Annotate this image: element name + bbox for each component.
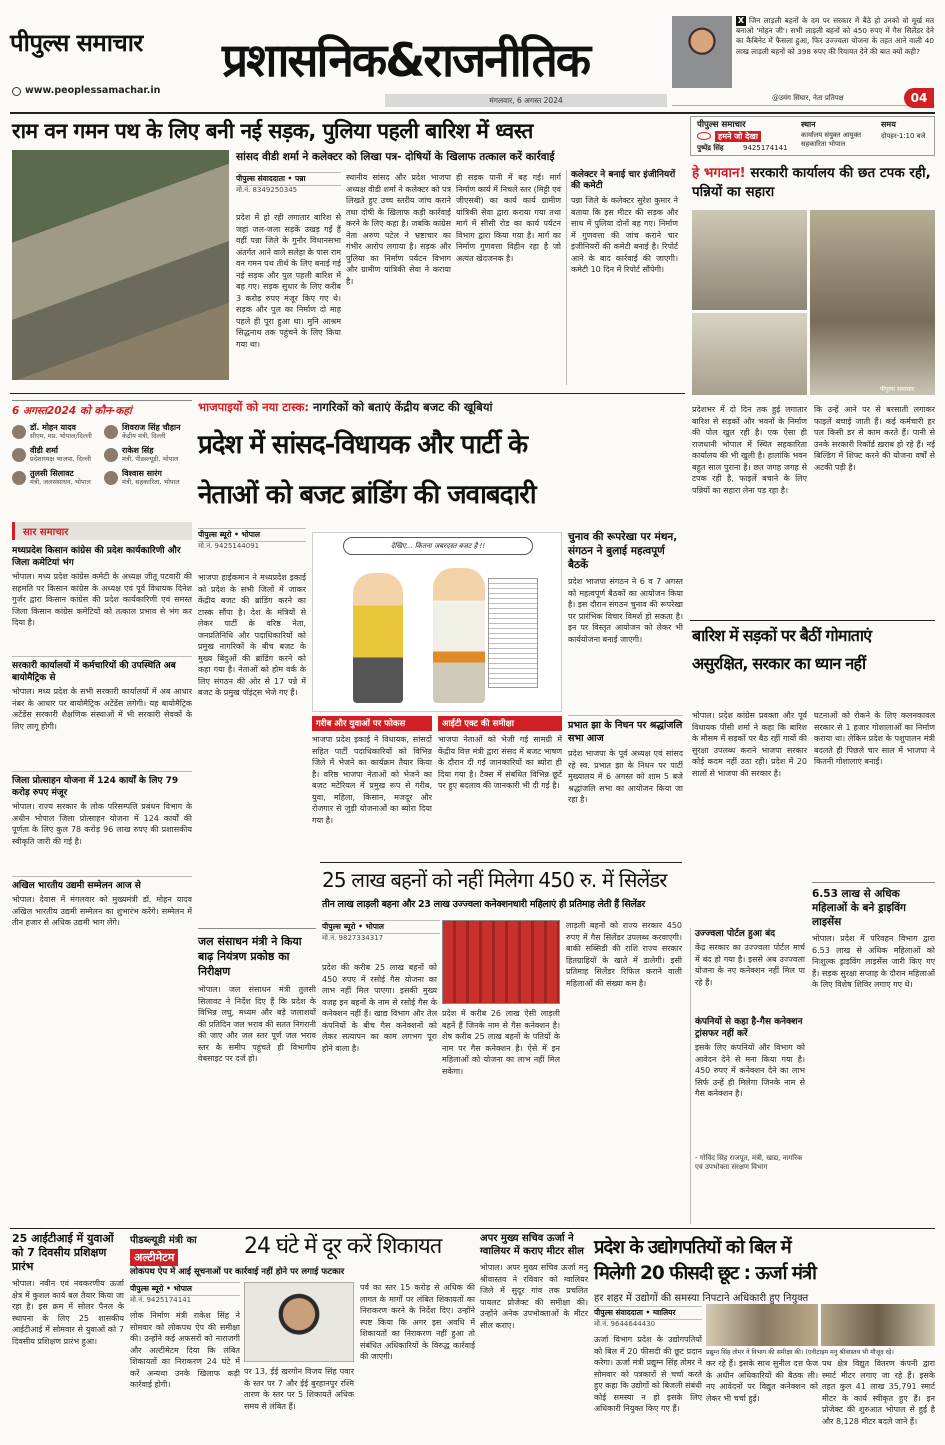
hamne-jo-dekha-header [690,116,935,156]
cows-col2: घटनाओं को रोकने के लिए कलनकावल सरकार से 1 हजार गोशालाओं का निर्माण कराया था। लेकिन प्रदेश के पशुपालन मंत्री बदलते ही पिछले चार साल में भाजपा ने कितनी गोशालाएं बनाईं। [814,711,935,766]
road-byline [236,172,341,195]
seal-story [480,1232,588,1435]
seal-headline: अपर मुख्य सचिव ऊर्जा ने ग्वालियर में कराए मीटर सील [480,1233,584,1257]
dl-headline: 6.53 लाख से अधिक महिलाओं के बने ड्राइविंग लाइसेंस [812,888,906,928]
hjd-time-label: समय [881,120,896,129]
saar-item-3-head: जिला प्रोत्साहन योजना में 124 कार्यों के लिए 79 करोड़ रुपए मंजूर [12,771,192,799]
eye-icon [697,132,711,140]
road-photo [12,150,229,380]
schedule-person: तुलसी सिलावट मंत्री, जलसंसाधन, भोपाल [12,469,100,487]
cylinder-col1: प्रदेश की करीब 25 लाख बहनों को 450 रुपए में रसोई गैस योजना का लाभ नहीं मिल पाएगा। इसकी मुख्य वजह इन बहनों के नाम से रसोई गैस के कनेक्शन नहीं हैं। खाद्य विभाग और तेल कंपनियों के बीच गैस कनेक्शनों को लेकर सत्यापन का काम लगभग पूरा होने वाला है। [322,963,437,1053]
cartoon-speech-bubble: देखिए... कितना जबरदस्त बजट है !! [343,537,533,555]
cartoon-figure-right [433,568,485,703]
industry-byline [594,1306,702,1329]
cylinder-byline [322,920,440,943]
saar-item-4-text: भोपाल। देवास में मंगलवार को मुख्यमंत्री डॉ. मोहन यादव अखिल भारतीय उद्यमी सम्मेलन का शुभारंभ करेंगे। सम्मेलन में तीन हजार से अधिक उद्यमी भाग लेंगे। [12,895,192,927]
industry-photo-right [821,1304,935,1346]
byline-phone: मो.नं. 9827334317 [322,934,384,942]
cylinder-col3: लाड़ली बहनों को राज्य सरकार 450 रुपए में गैस सिलेंडर उपलब्ध करवाएगी। बाकी सब्सिडी की राशि राज्य सरकार हितग्राहियों के खाते में डालेगी। इसी प्रतिमाह सिलेंडर रिफिल कराने वाली महिलाओं की संख्या कम है। [566,921,682,988]
cartoon-paper [488,578,538,688]
cows-col1: भोपाल। प्रदेश कांग्रेस प्रवक्ता और पूर्व विधायक पीसी शर्मा ने कहा कि बारिश के मौसम में सड़कों पर बैठ रहीं गायों की सुरक्षा उपलब्ध कराने भाजपा सरकार कोई कदम नहीं उठा रही। प्रदेश में 20 सालों से भाजपा की सरकार है। [692,711,807,778]
ujjwala-box-text: केंद्र सरकार का उज्ज्वला पोर्टल मार्च में बंद हो गया है। इससे अब उज्ज्वला योजना के नए कनेक्शन नहीं मिल पा रहे हैं। [695,943,805,987]
hjd-place-value: कार्यालय संयुक्त आयुक्त सहकारिता भोपाल [801,131,862,148]
branding-body: भाजपा हाईकमान ने मध्यप्रदेश इकाई को प्रदेश के सभी जिलों में जाकर केंद्रीय बजट की ब्रांडिंग करने का टास्क सौंपा है। देश के मंत्रियों से लेकर पार्टी के वरिष्ठ नेता, जनप्रतिनिधि और पदाधिकारियों को प्रमुख नागरिकों के बीच बजट के मुख्य बिंदुओं की ब्रांडिंग करने को कहा गया है। नेताओं को होम वर्क के लिए संगठन की ओर से 17 पन्ने में बजट के प्रमुख पॉइंट्स भेजे गए हैं। [198,573,306,697]
byline-phone: मो.नं. 9644644430 [594,1320,656,1328]
hjd-phone: 9425174141 [743,144,788,152]
seal-text: भोपाल। अपर मुख्य सचिव ऊर्जा मनु श्रीवास्तव ने रविवार को ग्वालियर जिले में सुदूर गांव तक प्रचलित पायलट प्रोजेक्ट की समीक्षा की। उन्होंने अनेक उपभोक्ताओं के मीटर सील कराए। [480,1263,588,1330]
schedule-person: वीडी शर्मा प्रदेशाध्यक्ष भाजपा, दिल्ली [12,446,100,464]
cows-headline-2: असुरक्षित, सरकार का ध्यान नहीं [692,654,866,673]
saar-item-4-head: अखिल भारतीय उद्यमी सम्मेलन आज से [12,876,192,892]
pwd-kicker-tag: अल्टीमेटम [130,1249,178,1266]
road-col3: ही सड़क पानी में बह गई। मार्ग निर्माण कार्य में निचले स्तर (मिट्टी एवं जीएसबी) का कार्य कार्य ग्रामीण यांत्रिकी सेवा द्वारा कराया गया तथा मार्ग में सीसी रोड का कार्य पर्यटन विभाग द्वारा किया गया है। मार्ग का निर्माण गुणवत्ता विहीन रहा है जो अत्यंत खेदजनक है। [456,173,561,263]
iti-text: भोपाल। नवीन एवं नवकरणीय ऊर्जा क्षेत्र में कुशल कार्य बल तैयार किया जा रहा है। इस क्रम में सोलर पैनल के स्थापना के लिए 25 शासकीय आईटीआई में सोमवार से युवाओं को 7 दिवसीय प्रशिक्षण प्रारंभ हुआ। [12,1279,124,1346]
pwd-kicker [130,1232,240,1266]
section-title: प्रशासनिक&राजनीतिक [222,33,590,87]
industry-headline-1: प्रदेश के उद्योगपतियों को बिल में [594,1237,791,1258]
hjd-tag: हमने जो देखा [715,131,761,142]
schedule-person: राकेश सिंह मंत्री, पीडब्ल्यूडी, भोपाल [104,446,192,464]
byline-text: पीपुल्स ब्यूरो • भोपाल [130,1282,240,1296]
byline-text: पीपुल्स संवाददाता • ग्वालियर [594,1306,702,1320]
date-bar: मंगलवार, 6 अगस्त 2024 [385,94,667,107]
collector-box-title: कलेक्टर ने बनाई चार इंजीनियरों की कमेटी [571,170,676,191]
industry-photo-caption: प्रद्युम्न सिंह तोमर ने विभाग की समीक्षा की। (एनीटाइम मनु श्रीवास्तव भी मौजूद रहे। [706,1349,894,1356]
pwd-headline: 24 घंटे में दूर करें शिकायत [244,1234,442,1259]
schedule-person: डॉ. मोहन यादव सीएम, मप्र. भोपाल/दिल्ली [12,423,100,441]
bottom-section-rule [10,1228,935,1229]
saar-samachar [12,522,192,934]
office-headline [692,164,935,202]
ujjwala-box-title: उज्ज्वला पोर्टल हुआ बंद [695,929,776,939]
focus-box-text: भाजपा प्रदेश इकाई ने विधायक, सांसदों सहित पार्टी पदाधिकारियों को विभिन्न जिले में भेजने का कार्यक्रम तैयार किया है। वरिष्ठ भाजपा नेताओं को भेजने का बजट मटेरियल में प्रमुख रूप से गरीब, युवा, महिला, किसान, मजदूर और रोजगार से जुड़ी योजनाओं का ब्योरा दिया गया है। [312,735,432,825]
masthead-rule [10,112,935,114]
saar-item-3-text: भोपाल। राज्य सरकार के लोक परिसम्पत्ति प्रबंधन विभाग के अधीन भोपाल जिला प्रोत्साहन योजना में 124 कार्यों की पूर्णता के लिए कुल 78 करोड़ 96 लाख रुपए की प्रशासकीय स्वीकृति जारी की गई है। [12,802,192,846]
byline-phone: मो.नं. 9425174141 [130,1296,192,1304]
industry-subhead: हर शहर में उद्योगों की समस्या निपटाने अधिकारी हुए नियुक्त [594,1293,809,1304]
cylinder-col2: प्रदेश में करीब 26 लाख ऐसी लाड़ली बहनें हैं जिनके नाम से गैस कनेक्शन है। शेष करीब 25 लाख बहनों के पतियों के नाम पर गैस कनेक्शन है। ऐसे में इन महिलाओं को योजना का लाभ नहीं मिल सकेगा। [442,1009,560,1076]
avatar [104,471,118,485]
tribute-text: प्रदेश भाजपा के पूर्व अध्यक्ष एवं सांसद रहे स्व. प्रभात झा के निधन पर पार्टी मुख्यालय में 6 अगस्त को शाम 5 बजे श्रद्धांजलि सभा का आयोजन किया जा रहा है। [568,749,683,804]
cartoon-figure-left [353,573,403,703]
office-title: सरकारी कार्यालय की छत टपक रही, पन्नियों का सहारा [692,165,931,200]
schedule-person: शिवराज सिंह चौहान केंद्रीय मंत्री, दिल्ली [104,423,192,441]
saar-item-2-text: भोपाल। मध्य प्रदेश के सभी सरकारी कार्यालयों में अब आधार नंबर के आधार पर बायोमैट्रिक अटेंडेंस लगेगी। यह बायोमैट्रिक अटेंडेंस सरकारी शैक्षणिक संस्थाओं में भी सरकारी सेवकों के लिए लागू होगी। [12,687,192,731]
it-box-title: आईटी एक्ट की समीक्षा [438,716,562,731]
brand-logo: पीपुल्स समाचार [10,29,143,57]
companies-box-attribution: - गोविंद सिंह राजपूत, मंत्री, खाद्य, नागरिक एवं उपभोक्ता संरक्षण विभाग [695,1154,803,1171]
pwd-subhead: लोकपथ ऐप में आई सूचनाओं पर कार्रवाई नहीं होने पर लगाई फटकार [130,1267,345,1277]
globe-icon [12,87,21,96]
saar-item-1-text: भोपाल। मध्य प्रदेश कांग्रेस कमेटी के अध्यक्ष जीतू पटवारी की सहमति पर किसान कांग्रेस के अध्यक्ष एवं पूर्व विधायक दिनेश गुर्जर द्वारा किसान कांग्रेस की प्रदेश कार्यकारिणी एवं समस्त जिला किसान कांग्रेस कमेटियों को तत्काल प्रभाव से भंग कर दिया है। [12,572,192,627]
quote-attribution: @उमंग सिंघार, नेता प्रतिपक्ष [772,94,844,102]
saar-title: सार समाचार [12,522,192,540]
office-kicker: हे भगवान! [692,165,746,181]
avatar [12,448,26,462]
avatar [12,471,26,485]
road-col1: प्रदेश में हो रही लगातार बारिश से जहां जल-जला सड़कें उखड़ गईं हैं वहीं पन्ना जिले के गुनौर विधानसभा अंतर्गत आने वाले सलेहा के पास राम वन गमन पथ तीर्थ के लिए बनाई गई नई सड़क और पुल पहली बारिश में बह गए। सड़क सुधार के लिए करीब 3 करोड़ रुपए मंजूर किए गए थे। सड़क और पुल का निर्माण दो माह पहले ही पूरा हुआ था। मुनि आश्रम सिद्धनाथ तक पहुंचने के लिए किया गया था। [236,213,341,349]
dl-text: भोपाल। प्रदेश में परिवहन विभाग द्वारा 6.53 लाख से अधिक महिलाओं को निःशुल्क ड्राइविंग लाइसेंस जारी किए गए हैं। सड़क सुरक्षा सप्ताह के दौरान महिलाओं के लिए विशेष शिविर लगाए गए थे। [812,934,935,989]
hjd-place-label: स्थान [801,120,816,129]
branding-byline [198,528,306,551]
branding-headline-2: नेताओं को बजट ब्रांडिंग की जवाबदारी [198,480,536,510]
office-photo-files [810,210,935,395]
hjd-reporter: पुष्पेंद्र सिंह [697,144,724,152]
page-number-badge: 04 [904,88,934,108]
water-text: भोपाल। जल संसाधन मंत्री तुलसी सिलावट ने निर्देश दिए हैं कि प्रदेश के विभिन्न लघु, मध्यम और बड़े जलाशयों की प्रतिदिन जल भराव की सतत निगरानी की जाए और जल स्तर पूर्ण जल भराव स्तर के समीप पहुंचते ही विभागीय वेबसाइट पर दर्ज हो। [198,985,316,1063]
collector-box-text: पन्ना जिले के कलेक्टर सुरेश कुमार ने बताया कि इस मीटर की सड़क और साथ में पुलिया दोनों बह गए। निर्माण में गुणवत्ता की जांच कराने चार इंजीनियरों की कमेटी बनाई है। रिपोर्ट आने के बाद कार्रवाई की जाएगी। कमेटी 10 दिन में रिपोर्ट सौंपेगी। [571,196,678,274]
byline-phone: मो.नं. 9425144091 [198,542,260,550]
road-col2: स्थानीय सांसद और प्रदेश भाजपा अध्यक्ष वीडी शर्मा ने कलेक्टर को पत्र लिखते हुए उच्च स्तरीय जांच कराने तथा दोषी के खिलाफ कड़ी कार्रवाई करने के लिए कहा है। जबकि कांग्रेस नेता अरुण पटेल ने भ्रष्टाचार का गंभीर आरोप लगाया है। सड़क और पुलिया का निर्माण पर्यटन विभाग और ग्रामीण यांत्रिकी सेवा ने कराया है। [346,173,451,286]
industry-col3: पथ क्षेत्र विद्युत वितरण कंपनी द्वारा स्मार्ट मीटर लगाए जा रहे हैं। इसके तहत कुल 41 लाख 35,791 स्मार्ट मीटर के कार्य स्वीकृत हुए हैं। इन प्रोजेक्ट की शुरुआत भोपाल से हुई है और 8,128 मीटर बदले जाने हैं। [822,1359,935,1426]
branding-kicker-rest: नागरिकों को बताएं केंद्रीय बजट की खूबियां [312,400,493,414]
top-quote [672,14,935,106]
cylinder-top-rule [320,862,682,863]
budget-cartoon [312,532,562,712]
office-photo-room [692,313,807,395]
tribute-title: प्रभात झा के निधन पर श्रद्धांजलि सभा आज [568,715,683,745]
branding-kicker [198,400,683,415]
mid-rule-1 [10,393,685,394]
hjd-time-value: दोपहर-1:10 बजे [881,132,926,140]
focus-box-title: गरीब और युवाओं पर फोकस [312,716,432,731]
road-collector-box [566,170,678,385]
schedule-grid [12,423,192,487]
byline-text: पीपुल्स संवाददाता • पन्ना [236,172,341,186]
election-title: चुनाव की रूपरेखा पर मंथन, संगठन ने बुलाई महत्वपूर्ण बैठकें [568,531,678,571]
byline-text: पीपुल्स ब्यूरो • भोपाल [198,528,306,542]
ujjwala-box [690,928,805,1224]
office-col1: प्रदेशभर में दो दिन तक हुई लगातार बारिश से सड़कों और भवनों के निर्माण की पोल खुल रही है। एक ऐसा ही राजधानी भोपाल में स्थित सहकारिता कार्यालय की भी खुली है। हालांकि भवन बहुत साल पुराना है। छत जगह जगह से टपक रही है, फाइलें बचाने के लिए पन्नियों का सहारा लेना पड़ रहा है। [692,405,807,495]
avatar [104,425,118,439]
industry-col1: ऊर्जा विभाग प्रदेश के उद्योगपतियों को बिल में 20 फीसदी की छूट प्रदान करेगा। ऊर्जा मंत्री प्रद्युम्न सिंह तोमर ने सोमवार को पत्रकारों से चर्चा करते हुए कहा कि उद्योगों को बिजली संबंधी कोई समस्या न हो इसके लिए अधिकारी नियुक्त किए गए हैं। [594,1335,702,1413]
schedule-box [12,400,192,516]
pwd-col2: पर 13, ईई खरगोन विजय सिंह पवार के स्तर पर 7 और ईई बुरहानपुर रश्मि तारण के स्तर पर 5 शिकायतें अधिक समय से लंबित हैं। [244,1367,354,1411]
water-story [198,928,316,1224]
road-headline: राम वन गमन पथ के लिए बनी नई सड़क, पुलिया पहली बारिश में ध्वस्त [12,119,533,143]
byline-text: पीपुल्स ब्यूरो • भोपाल [322,920,440,934]
schedule-person: विश्वास सारंग मंत्री, सहकारिता, भोपाल [104,469,192,487]
x-social-icon: X [737,16,745,25]
cows-headline-1: बारिश में सड़कों पर बैठीं गोमाताएं [692,626,872,645]
pwd-photo [244,1282,354,1362]
branding-headline-1: प्रदेश में सांसद-विधायक और पार्टी के [198,430,528,460]
industry-photo-left [706,1304,818,1346]
office-photo-ceiling [692,210,807,310]
saar-item-2-head: सरकारी कार्यालयों में कर्मचारियों की उपस्थिति अब बायोमैट्रिक से [12,656,192,684]
office-col2: कि उन्हें आने पर से बरसाती लगाकर फाइलें बचाई जाती हैं। कई कर्मचारी हर पल किसी डर से काम करते हैं। पानी से उनके सरकारी रिकॉर्ड ख़राब हो रहे हैं। नई बिल्डिंग में शिफ्ट करने की योजना वर्षों से अटकी पड़ी है। [814,405,935,472]
schedule-title: 6 अगस्त2024 को कौन-कहां [12,405,132,417]
road-subhead: सांसद वीडी शर्मा ने कलेक्टर को लिखा पत्र- दोषियों के खिलाफ तत्काल करें कार्रवाई [236,151,555,163]
branding-kicker-label: भाजपाइयों को नया टास्क: [198,400,309,414]
industry-col2: कर रहे हैं। इसके साथ सुनील दत्त फेज के अधीन अधिकारियों की बैठक ली। नए आवेदनों पर विद्युत कनेक्शन को लेकर भी चर्चा हुई। [706,1359,818,1403]
companies-box-text: इसके लिए कंपनियों और विभाग को आवेदन देने से मना किया गया है। 450 रुपए में कनेक्शन देने का लाभ सिर्फ उन्हें ही मिलेगा जिनके नाम से गैस कनेक्शन है। [695,1043,805,1098]
industry-headline-2: मिलेगी 20 फीसदी छूट : ऊर्जा मंत्री [594,1263,816,1284]
byline-phone: मो.नं. 8349250345 [236,186,298,194]
cylinder-photo [442,920,560,1004]
it-box-text: भाजपा नेताओं को भेजी गई सामग्री में केंद्रीय वित्त मंत्री द्वारा संसद में बजट भाषण के दौरान दी गई जानकारियों का ब्योरा ही दिया गया है। टैक्स में संबंधित विभिन्न छूटें पर हुए बदलाव की जानकारी भी दी गई है। [438,735,562,790]
website-link[interactable]: www.peoplessamachar.in [25,85,161,96]
pwd-col1: लोक निर्माण मंत्री राकेश सिंह ने सोमवार को लोकपथ ऐप की समीक्षा की। उन्होंने कई अफसरों को नाराजगी और अल्टीमेटम दिया कि लंबित शिकायतों का निराकरण 24 घंटे में करें अन्यथा उनके खिलाफ कड़ी कार्रवाई होगी। [130,1311,240,1389]
iti-headline: 25 आईटीआई में युवाओं को 7 दिवसीय प्रशिक्षण प्रारंभ [12,1232,114,1273]
quote-avatar [672,16,732,88]
saar-item-1-head: मध्यप्रदेश किसान कांग्रेस की प्रदेश कार्यकारिणी और जिला कमेटियां भंग [12,546,181,568]
cows-top-rule [690,620,935,621]
cylinder-headline: 25 लाख बहनों को नहीं मिलेगा 450 रु. में सिलेंडर [322,868,667,892]
water-headline: जल संसाधन मंत्री ने किया बाढ़ नियंत्रण प्रकोष्ठ का निरीक्षण [198,935,302,978]
office-photo-credit: पीपुल्स समाचार [880,386,915,393]
quote-text: जिन लाड़ली बहनों के दम पर सरकार में बैठे हो उनको वो मूर्ख मत बनाओ 'मोहन जी'। सभी लाड़ली बहनों को 450 रुपए में गैस सिलेंडर देने का कैबिनेट में फैसला हुआ, फिर उज्ज्वला योजना के तहत आने वाली 40 लाख लाड़ली बहनों को 398 रुपए की रियायत देने की बात क्यों कही? [736,16,934,56]
election-story [568,530,683,850]
pwd-byline [130,1282,240,1305]
election-text: प्रदेश भाजपा संगठन ने 6 व 7 अगस्त को महत्वपूर्ण बैठकों का आयोजन किया है। इस दौरान संगठन चुनाव की रूपरेखा पर प्रारंभिक विचार विमर्श हो सकता है। इन पर विस्तृत आयोजन को लेकर भी कार्ययोजना बनाई जाएगी। [568,577,683,644]
hjd-brand: पीपुल्स समाचार [697,120,746,130]
avatar [12,425,26,439]
avatar [104,448,118,462]
pwd-col3: पर्व का स्तर 15 करोड़ से अधिक की लागत के मार्गों पर लंबित शिकायतों का निराकरण करने के निर्देश दिए। उन्होंने स्पष्ट किया कि अगर इस अवधि में शिकायतों का निराकरण नहीं हुआ तो संबंधित अधिकारियों के विरुद्ध कार्रवाई की जाएगी। [360,1283,475,1361]
pwd-kicker-text: पीडब्ल्यूडी मंत्री का [130,1235,197,1246]
dl-story [812,882,935,1224]
cylinder-subhead: तीन लाख लाड़ली बहना और 23 लाख उज्ज्वला कनेक्शनधारी महिलाएं ही प्रतिमाह लेती हैं सिलेंडर [322,899,646,910]
companies-box-title: कंपनियों से कहा है-गैस कनेक्शन ट्रांसफर नहीं करें [695,1017,803,1039]
iti-story [12,1232,124,1432]
